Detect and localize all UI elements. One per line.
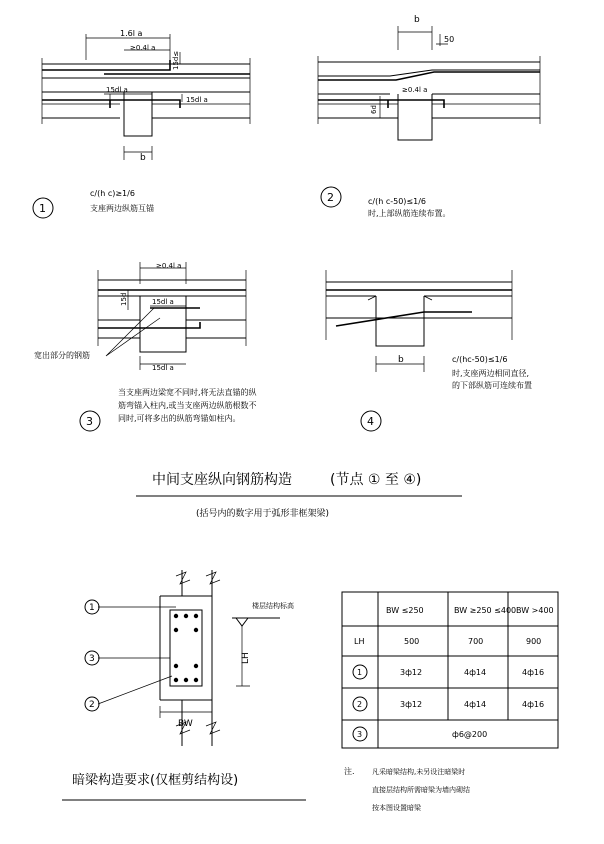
cell: 4ф16 xyxy=(522,700,545,709)
dim-04-label: ≥0.4l a xyxy=(156,262,182,270)
row-label-3: 3 xyxy=(357,730,363,739)
cell: 3ф12 xyxy=(400,700,423,709)
note-line-3: 按本图设置暗梁 xyxy=(372,804,421,812)
break-bottom-right xyxy=(206,722,220,734)
leader-extra xyxy=(106,308,160,356)
section-title-suffix: (节点 ① 至 ④) xyxy=(330,472,422,488)
cell: 3ф12 xyxy=(400,668,423,677)
dim-04-label: ≥0.4l a xyxy=(130,44,156,52)
rebar-top-left xyxy=(42,60,170,70)
rebar-dot xyxy=(184,614,188,618)
dim-15dl-right-label: 15dl a xyxy=(186,96,208,104)
column-outline xyxy=(376,296,424,346)
label-extra-rebar: 宽出部分的钢筋 xyxy=(34,351,90,360)
dim-15dl-left xyxy=(104,94,152,100)
wall-section xyxy=(160,596,212,700)
cell: 700 xyxy=(468,637,484,646)
note-line-1: 凡采暗梁结构,未另设注暗梁时 xyxy=(372,768,466,776)
rebar-dot xyxy=(194,628,198,632)
lh-label: LH xyxy=(241,652,251,664)
diagram-1 xyxy=(33,29,250,218)
note-4-line-2: 的下部纵筋可连续布置 xyxy=(452,381,532,390)
dim-b-label: b xyxy=(414,15,420,25)
break-top-right xyxy=(206,572,220,584)
condition-4: c/(hc-50)≤1/6 xyxy=(452,355,508,364)
rebar-bottom xyxy=(336,312,472,326)
row-label-lh: LH xyxy=(354,637,365,646)
beam-box xyxy=(160,596,212,700)
note-3-line-1: 当支座两边梁宽不同时,将无法直锚的纵 xyxy=(118,388,257,397)
bw-label: BW xyxy=(178,719,193,729)
section-title: 中间支座纵向钢筋构造 xyxy=(152,472,292,488)
callout-1-text: 1 xyxy=(89,603,95,613)
note-1: 支座两边纵筋互锚 xyxy=(90,204,154,213)
haunch xyxy=(368,296,432,300)
node-number-4: 4 xyxy=(367,415,374,428)
header-col-2: BW ≥250 ≤400 xyxy=(454,606,517,615)
break-lines xyxy=(318,56,540,124)
floor-level-label: 楼层结构标高 xyxy=(252,602,294,610)
dim-b-label: b xyxy=(140,153,146,163)
rebar-dot xyxy=(194,678,198,682)
note-line-2: 直接层结构所需暗梁为墙内砌结 xyxy=(372,786,470,794)
diagram-2 xyxy=(318,15,540,218)
rebar-dot xyxy=(194,664,198,668)
cell: 500 xyxy=(404,637,420,646)
header-col-1: BW ≤250 xyxy=(386,606,424,615)
callout-3-text: 3 xyxy=(89,654,95,664)
dim-15dl-left-label: 15dl a xyxy=(106,86,128,94)
note-2: 时,上部纵筋连续布置。 xyxy=(368,209,451,218)
header-col-3: BW >400 xyxy=(516,606,554,615)
cell: 4ф14 xyxy=(464,700,487,709)
notes-prefix: 注. xyxy=(344,767,355,776)
rebar-bottom xyxy=(98,322,200,328)
rebar-table xyxy=(342,592,558,748)
dim-b-label: b xyxy=(398,355,404,365)
section-subtitle: (括号内的数字用于弧形非框架梁) xyxy=(196,509,330,519)
rebar-dot xyxy=(184,678,188,682)
dim-15d-label: 15d xyxy=(120,292,128,306)
wall-top-lines xyxy=(182,570,212,590)
dim-6d-label: 6d xyxy=(370,105,378,114)
rebar-dot xyxy=(194,614,198,618)
dim-top-label: 1.6l a xyxy=(120,29,143,38)
callout-2-text: 2 xyxy=(89,700,95,710)
note-3-line-3: 同时,可将多出的纵筋弯锚如柱内。 xyxy=(118,414,241,423)
note-3-line-2: 筋弯锚入柱内,或当支座两边纵筋根数不 xyxy=(118,401,257,410)
condition-1: c/(h c)≥1/6 xyxy=(90,189,135,198)
notes-block xyxy=(344,766,470,812)
dim-15dl-bot-label: 15dl a xyxy=(152,364,174,372)
rebar-dot xyxy=(174,678,178,682)
condition-2: c/(h c-50)≤1/6 xyxy=(368,197,426,206)
table-cols xyxy=(378,592,508,748)
dim-04-label: ≥0.4l a xyxy=(402,86,428,94)
diagram-4 xyxy=(326,270,532,431)
wall-join xyxy=(182,590,212,596)
break-top-left xyxy=(176,572,190,584)
node-number-1: 1 xyxy=(39,202,46,215)
dim-b xyxy=(124,146,152,160)
cell: ф6@200 xyxy=(452,730,488,739)
node-number-3: 3 xyxy=(86,415,93,428)
dim-50-label: 50 xyxy=(444,35,455,44)
cell: 4ф14 xyxy=(464,668,487,677)
beam-detail xyxy=(62,570,306,800)
rebar-dot xyxy=(174,614,178,618)
beam-title: 暗梁构造要求(仅框剪结构设) xyxy=(72,773,239,788)
row-label-1: 1 xyxy=(357,668,363,677)
break-lines xyxy=(326,270,512,340)
row-label-2: 2 xyxy=(357,700,363,709)
note-4-line-1: 时,支座两边相同直径, xyxy=(452,369,530,378)
rebar-dot xyxy=(174,628,178,632)
stirrup xyxy=(170,610,202,686)
node-number-2: 2 xyxy=(327,191,334,204)
level-triangle xyxy=(236,618,248,626)
cell: 900 xyxy=(526,637,542,646)
cell: 4ф16 xyxy=(522,668,545,677)
dim-15d-label: 15d≤ xyxy=(172,50,180,70)
dim-b xyxy=(398,26,432,50)
section-title-block xyxy=(136,471,462,519)
dim-bw xyxy=(160,706,212,718)
column-outline xyxy=(398,94,432,140)
dim-15dl-mid-label: 15dl a xyxy=(152,298,174,306)
rebar-dot xyxy=(174,664,178,668)
diagram-3 xyxy=(34,262,257,431)
column-outline xyxy=(124,92,152,136)
